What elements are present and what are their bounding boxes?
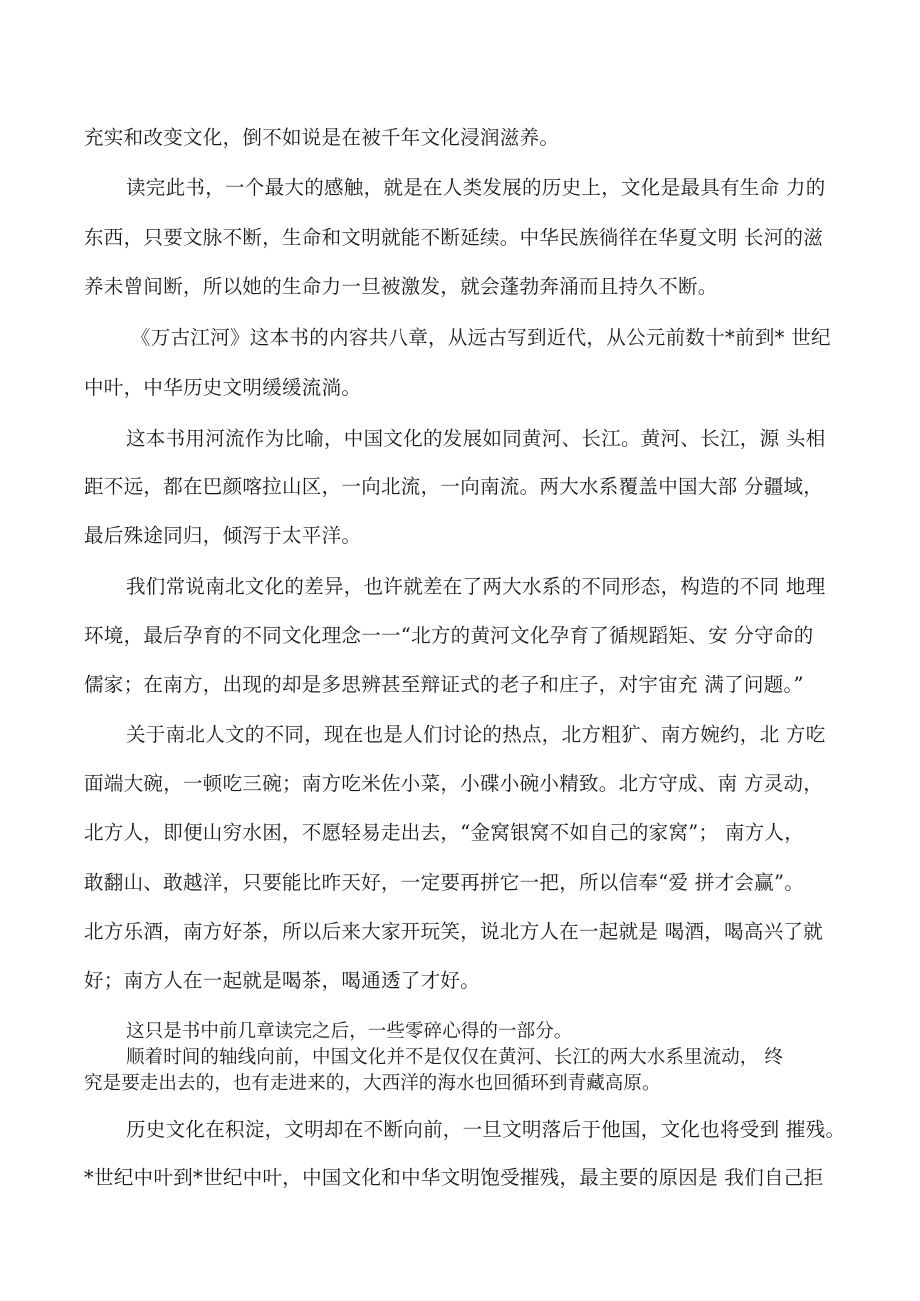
text-line: 读完此书，一个最大的感触，就是在人类发展的历史上，文化是最具有生命 力的 bbox=[126, 176, 826, 199]
text-line: 《万古江河》这本书的内容共八章，从远古写到近代，从公元前数十*前到* 世纪 bbox=[131, 326, 831, 349]
text-line: *世纪中叶到*世纪中叶，中国文化和中华文明饱受摧残，最主要的原因是 我们自己拒 bbox=[84, 1166, 824, 1189]
text-line: 充实和改变文化，倒不如说是在被千年文化浸润滋养。 bbox=[84, 126, 560, 149]
text-line: 最后殊途同归，倾泻于太平洋。 bbox=[84, 524, 362, 547]
text-line: 北方人，即便山穷水困，不愿轻易走出去，“金窝银窝不如自己的家窝”； 南方人， bbox=[84, 821, 805, 844]
text-line: 关于南北人文的不同，现在也是人们讨论的热点，北方粗犷、南方婉约，北 方吃 bbox=[126, 723, 826, 746]
text-line: 历史文化在积淀，文明却在不断向前，一旦文明落后于他国，文化也将受到 摧残。 bbox=[126, 1118, 846, 1141]
text-line: 究是要走出去的，也有走进来的，大西洋的海水也回循环到青藏高原。 bbox=[84, 1073, 661, 1094]
text-line: 中叶，中华历史文明缓缓流淌。 bbox=[84, 376, 362, 399]
text-line: 好；南方人在一起就是喝茶，喝通透了才好。 bbox=[84, 969, 481, 992]
text-line: 这本书用河流作为比喻，中国文化的发展如同黄河、长江。黄河、长江，源 头相 bbox=[126, 427, 826, 450]
text-line: 这只是书中前几章读完之后，一些零碎心得的一部分。 bbox=[126, 1021, 573, 1042]
text-line: 面端大碗，一顿吃三碗；南方吃米佐小菜，小碟小碗小精致。北方守成、南 方灵动， bbox=[84, 772, 824, 795]
text-line: 养未曾间断，所以她的生命力一旦被激发，就会蓬勃奔涌而且持久不断。 bbox=[84, 275, 718, 298]
text-line: 东西，只要文脉不断，生命和文明就能不断延续。中华民族徜徉在华夏文明 长河的滋 bbox=[84, 226, 824, 249]
text-line: 我们常说南北文化的差异，也许就差在了两大水系的不同形态，构造的不同 地理 bbox=[126, 575, 826, 598]
text-line: 北方乐酒，南方好茶，所以后来大家开玩笑，说北方人在一起就是 喝酒，喝高兴了就 bbox=[84, 920, 824, 943]
text-line: 环境，最后孕育的不同文化理念一一“北方的黄河文化孕育了循规蹈矩、安 分守命的 bbox=[84, 624, 814, 647]
text-line: 儒家；在南方，出现的却是多思辨甚至辩证式的老子和庄子，对宇宙充 满了问题。” bbox=[84, 673, 804, 696]
text-line: 敢翻山、敢越洋，只要能比昨天好，一定要再拼它一把，所以信奉“爱 拼才会赢”。 bbox=[84, 871, 805, 894]
text-line: 顺着时间的轴线向前，中国文化并不是仅仅在黄河、长江的两大水系里流动， 终 bbox=[126, 1047, 783, 1068]
text-line: 距不远，都在巴颜喀拉山区，一向北流，一向南流。两大水系覆盖中国大部 分疆域， bbox=[84, 475, 824, 498]
